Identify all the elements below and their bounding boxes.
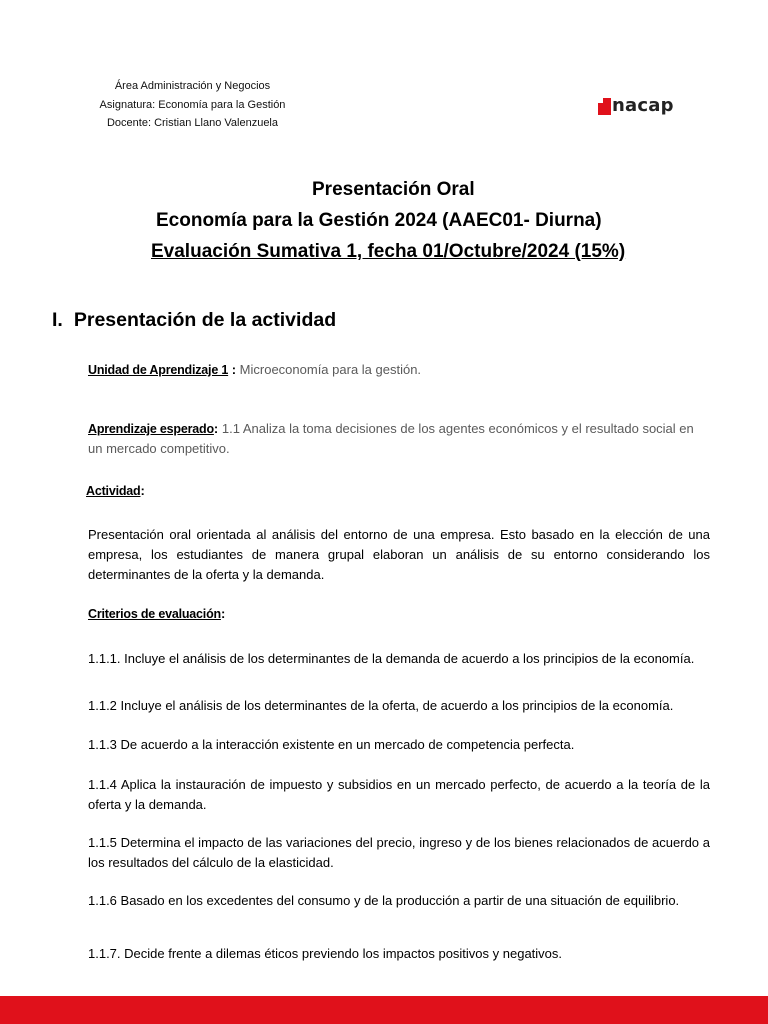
footer-brand-bar (0, 996, 768, 1024)
logo-text: nacap (612, 95, 674, 116)
aprendizaje-separator: : (213, 421, 222, 436)
docente-line: Docente: Cristian Llano Valenzuela (106, 117, 278, 129)
criterios-heading (88, 604, 710, 624)
criterio-item: 1.1.2 Incluye el análisis de los determinantes de la oferta, de acuerdo a los principios de la economía. (88, 698, 674, 713)
logo-mark-icon (598, 98, 611, 115)
aprendizaje-value: 1.1 Analiza la toma decisiones de los agentes económicos y el resultado social en un mercado competitivo. (88, 421, 694, 456)
actividad-text: Presentación oral orientada al análisis del entorno de una empresa. Esto basado en la elección de una empresa, los estudiantes de manera grupal elaboran un análisis de su entorno considerando los determinantes de la oferta y la demanda. (88, 527, 710, 582)
title-line-1: Presentación Oral (312, 179, 475, 200)
section-heading (52, 307, 336, 333)
criterios-label: Criterios de evaluación (88, 607, 221, 621)
aprendizaje-label: Aprendizaje esperado (88, 422, 214, 436)
actividad-label: Actividad (86, 484, 141, 498)
criterio-item: 1.1.1. Incluye el análisis de los determinantes de la demanda de acuerdo a los principios de la economía. (88, 651, 695, 666)
section-number: I. (52, 309, 63, 331)
criterio-item: 1.1.6 Basado en los excedentes del consumo y de la producción a partir de una situación de equilibrio. (88, 893, 680, 908)
inacap-logo (598, 95, 674, 117)
aprendizaje-paragraph (88, 419, 710, 459)
criterio-item: 1.1.4 Aplica la instauración de impuesto y subsidios en un mercado perfecto, de acuerdo a la teoría de la oferta y la demanda. (88, 777, 710, 812)
section-title-text: Presentación de la actividad (73, 309, 337, 331)
criterio-item: 1.1.5 Determina el impacto de las variaciones del precio, ingreso y de los bienes relacionados de acuerdo a los resultados del cálculo de la elasticidad. (88, 835, 710, 870)
title-line-2: Economía para la Gestión 2024 (AAEC01- Diurna) (156, 210, 602, 231)
criterios-separator: : (220, 606, 226, 621)
unidad-separator: : (228, 362, 240, 377)
unidad-value: Microeconomía para la gestión. (239, 362, 422, 377)
unidad-paragraph (88, 360, 710, 380)
criterio-item: 1.1.7. Decide frente a dilemas éticos previendo los impactos positivos y negativos. (88, 946, 563, 961)
course-header (60, 77, 325, 133)
actividad-heading (86, 481, 708, 501)
asignatura-line: Asignatura: Economía para la Gestión (99, 98, 286, 111)
unidad-label: Unidad de Aprendizaje 1 (88, 363, 229, 377)
title-line-3: Evaluación Sumativa 1, fecha 01/Octubre/2024 (15%) (151, 241, 626, 262)
actividad-separator: : (140, 483, 145, 498)
area-line: Área Administración y Negocios (114, 80, 271, 92)
criterio-item: 1.1.3 De acuerdo a la interacción existente en un mercado de competencia perfecta. (88, 737, 575, 752)
